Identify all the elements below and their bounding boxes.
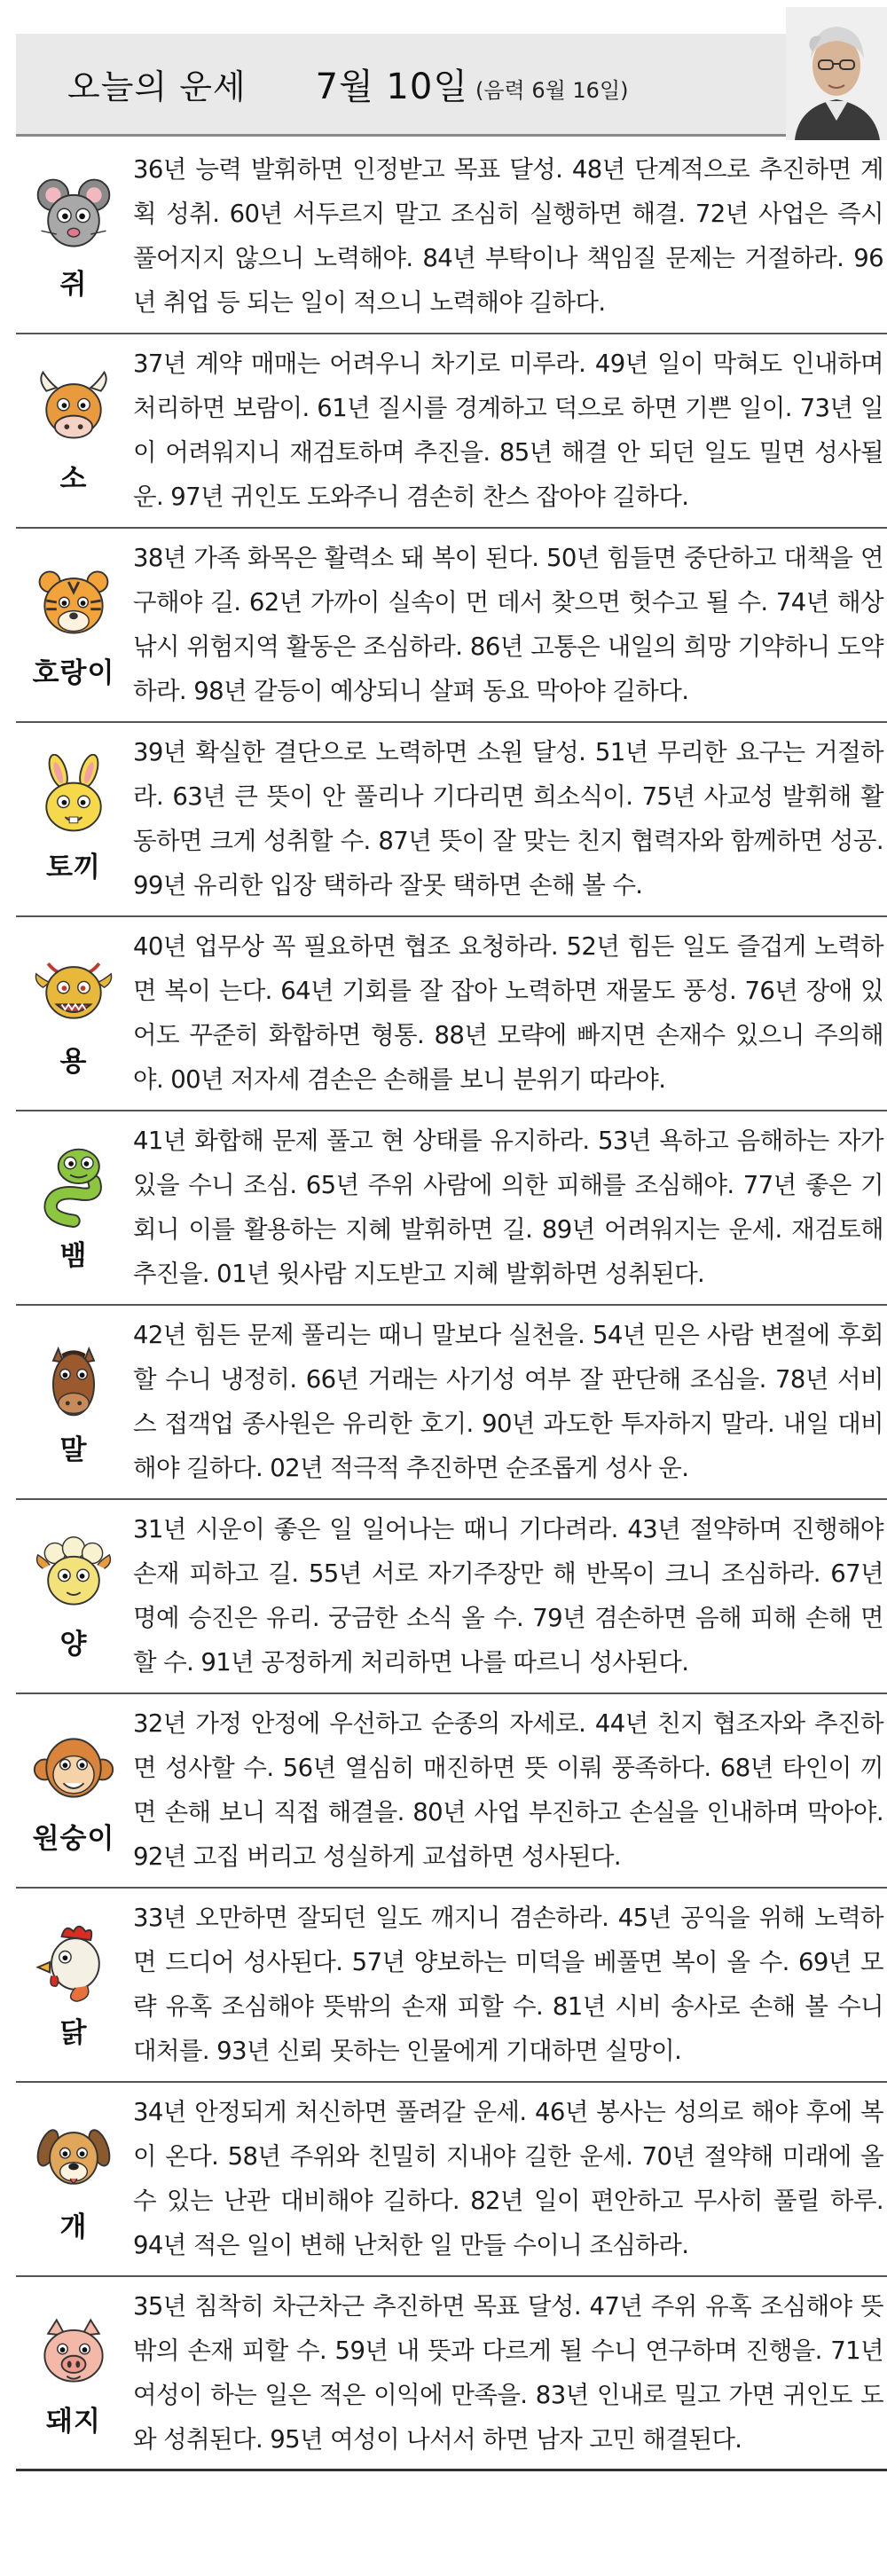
fortune-text: 33년 오만하면 잘되던 일도 깨지니 겸손하라. 45년 공익을 위해 노력하면 드디어 성사된다. 57년 양보하는 미덕을 베풀면 복이 올 수. 69년 모략 유혹 조심해야 뜻밖의 손재 피할 수. 81년 시비 송사로 손해 볼 수니 대처를. 93년 신뢰 못하는 인물에게 기대하면 실망이. xyxy=(133,1904,883,2065)
dog-icon xyxy=(31,2114,116,2199)
zodiac-name: 말 xyxy=(59,1434,88,1466)
rabbit-icon xyxy=(31,754,116,839)
monkey-icon xyxy=(31,1725,116,1810)
fortune-row-rat xyxy=(16,140,887,334)
zodiac-cell-ox xyxy=(16,334,131,527)
dragon-icon xyxy=(31,948,116,1033)
fortune-text: 40년 업무상 꼭 필요하면 협조 요청하라. 52년 힘든 일도 즐겁게 노력하면 복이 는다. 64년 기회를 잘 잡아 노력하면 재물도 풍성. 76년 장애 있어도 꾸준히 화합하면 형통. 88년 모략에 빠지면 손재수 있으니 주의해야. 00년 저자세 겸손은 손해를 보니 분위기 따라야. xyxy=(133,932,883,1094)
fortune-text: 36년 능력 발휘하면 인정받고 목표 달성. 48년 단계적으로 추진하면 계획 성취. 60년 서두르지 말고 조심히 실행하면 해결. 72년 사업은 즉시 풀어지지 않으니 노력해야. 84년 부탁이나 책임질 문제는 거절하라. 96년 취업 등 되는 일이 적으니 노력해야 길하다. xyxy=(133,155,883,317)
fortune-list xyxy=(16,140,887,2471)
zodiac-name: 호랑이 xyxy=(32,657,115,689)
zodiac-name: 소 xyxy=(59,463,88,495)
zodiac-cell-dragon xyxy=(16,917,131,1110)
zodiac-cell-rooster xyxy=(16,1889,131,2081)
fortune-row-pig xyxy=(16,2277,887,2471)
page-title: 오늘의 운세 xyxy=(67,67,247,106)
horse-icon xyxy=(31,1337,116,1422)
fortune-row-snake xyxy=(16,1111,887,1306)
fortune-text: 41년 화합해 문제 풀고 현 상태를 유지하라. 53년 욕하고 음해하는 자가 있을 수니 조심. 65년 주위 사람에 의한 피해를 조심해야. 77년 좋은 기회니 이를 활용하는 지혜 발휘하면 길. 89년 어려워지는 운세. 재검토해 추진을. 01년 윗사람 지도받고 지혜 발휘하면 성취된다. xyxy=(133,1127,883,1288)
fortune-text: 42년 힘든 문제 풀리는 때니 말보다 실천을. 54년 믿은 사람 변절에 후회할 수니 냉정히. 66년 거래는 사기성 여부 잘 판단해 조심을. 78년 서비스 접객업 종사원은 유리한 호기. 90년 과도한 투자하지 말라. 내일 대비해야 길하다. 02년 적극적 추진하면 순조롭게 성사 운. xyxy=(133,1321,883,1482)
zodiac-name: 뱀 xyxy=(59,1240,88,1272)
zodiac-name: 토끼 xyxy=(46,852,101,884)
zodiac-name: 쥐 xyxy=(59,269,88,301)
zodiac-name: 개 xyxy=(59,2211,88,2243)
ox-icon xyxy=(31,365,116,451)
zodiac-cell-monkey xyxy=(16,1694,131,1887)
fortune-text: 39년 확실한 결단으로 노력하면 소원 달성. 51년 무리한 요구는 거절하라. 63년 큰 뜻이 안 풀리나 기다리면 희소식이. 75년 사교성 발휘해 활동하면 크게 성취할 수. 87년 뜻이 잘 맞는 친지 협력자와 함께하면 성공. 99년 유리한 입장 택하라 잘못 택하면 손해 볼 수. xyxy=(133,738,883,899)
columnist-photo xyxy=(786,7,887,140)
zodiac-cell-rat xyxy=(16,140,131,333)
fortune-row-rabbit xyxy=(16,723,887,917)
zodiac-name: 용 xyxy=(59,1046,88,1078)
header-bar xyxy=(16,34,788,137)
fortune-text: 31년 시운이 좋은 일 일어나는 때니 기다려라. 43년 절약하며 진행해야 손재 피하고 길. 55년 서로 자기주장만 해 반목이 크니 조심하라. 67년 명예 승진은 유리. 궁금한 소식 올 수. 79년 겸손하면 음해 피해 손해 면할 수. 91년 공정하게 처리하면 나를 따르니 성사된다. xyxy=(133,1515,883,1677)
fortune-row-ox xyxy=(16,334,887,529)
lunar-date-label: (음력 6월 16일) xyxy=(475,78,629,103)
fortune-text: 32년 가정 안정에 우선하고 순종의 자세로. 44년 친지 협조자와 추진하면 성사할 수. 56년 열심히 매진하면 뜻 이뤄 풍족하다. 68년 타인이 끼면 손해 보니 직접 해결을. 80년 사업 부진하고 손실을 인내하며 막아야. 92년 고집 버리고 성실하게 교섭하면 성사된다. xyxy=(133,1709,883,1871)
rooster-icon xyxy=(31,1920,116,2005)
zodiac-name: 양 xyxy=(59,1629,88,1661)
zodiac-cell-pig xyxy=(16,2277,131,2469)
tiger-icon xyxy=(31,560,116,645)
zodiac-cell-dog xyxy=(16,2083,131,2275)
fortune-text: 35년 침착히 차근차근 추진하면 목표 달성. 47년 주위 유혹 조심해야 뜻밖의 손재 피할 수. 59년 내 뜻과 다르게 될 수니 연구하며 진행을. 71년 여성이 하는 일은 적은 이익에 만족을. 83년 인내로 밀고 가면 귀인도 도와 성취된다. 95년 여성이 나서서 하면 남자 고민 해결된다. xyxy=(133,2292,883,2454)
zodiac-name: 닭 xyxy=(59,2017,88,2049)
fortune-row-horse xyxy=(16,1306,887,1500)
rat-icon xyxy=(31,171,116,256)
fortune-text: 34년 안정되게 처신하면 풀려갈 운세. 46년 봉사는 성의로 해야 후에 복이 온다. 58년 주위와 친밀히 지내야 길한 운세. 70년 절약해 미래에 올 수 있는 난관 대비해야 길하다. 82년 일이 편안하고 무사히 풀릴 하루. 94년 적은 일이 변해 난처한 일 만들 수이니 조심하라. xyxy=(133,2098,883,2259)
pig-icon xyxy=(31,2308,116,2393)
fortune-row-tiger xyxy=(16,529,887,723)
fortune-text: 38년 가족 화목은 활력소 돼 복이 된다. 50년 힘들면 중단하고 대책을 연구해야 길. 62년 가까이 실속이 먼 데서 찾으면 헛수고 될 수. 74년 해상 낚시 위험지역 활동은 조심하라. 86년 고통은 내일의 희망 기약하니 도약하라. 98년 갈등이 예상되니 살펴 동요 막아야 길하다. xyxy=(133,544,883,705)
sheep-icon xyxy=(31,1531,116,1616)
zodiac-cell-sheep xyxy=(16,1500,131,1692)
fortune-row-dragon xyxy=(16,917,887,1111)
portrait-image xyxy=(786,7,887,140)
zodiac-name: 돼지 xyxy=(46,2405,101,2438)
fortune-text: 37년 계약 매매는 어려우니 차기로 미루라. 49년 일이 막혀도 인내하며 처리하면 보람이. 61년 질시를 경계하고 덕으로 하면 기쁜 일이. 73년 일이 어려워지니 재검토하며 추진을. 85년 해결 안 되던 일도 밀면 성사될 운. 97년 귀인도 도와주니 겸손히 찬스 잡아야 길하다. xyxy=(133,349,883,511)
fortune-row-dog xyxy=(16,2083,887,2277)
date-label: 7월 10일 xyxy=(315,67,468,107)
zodiac-cell-snake xyxy=(16,1111,131,1304)
zodiac-cell-rabbit xyxy=(16,723,131,915)
fortune-row-rooster xyxy=(16,1889,887,2083)
fortune-row-monkey xyxy=(16,1694,887,1889)
zodiac-cell-horse xyxy=(16,1306,131,1498)
fortune-row-sheep xyxy=(16,1500,887,1694)
snake-icon xyxy=(31,1143,116,1228)
zodiac-cell-tiger xyxy=(16,529,131,721)
zodiac-name: 원숭이 xyxy=(32,1823,115,1855)
